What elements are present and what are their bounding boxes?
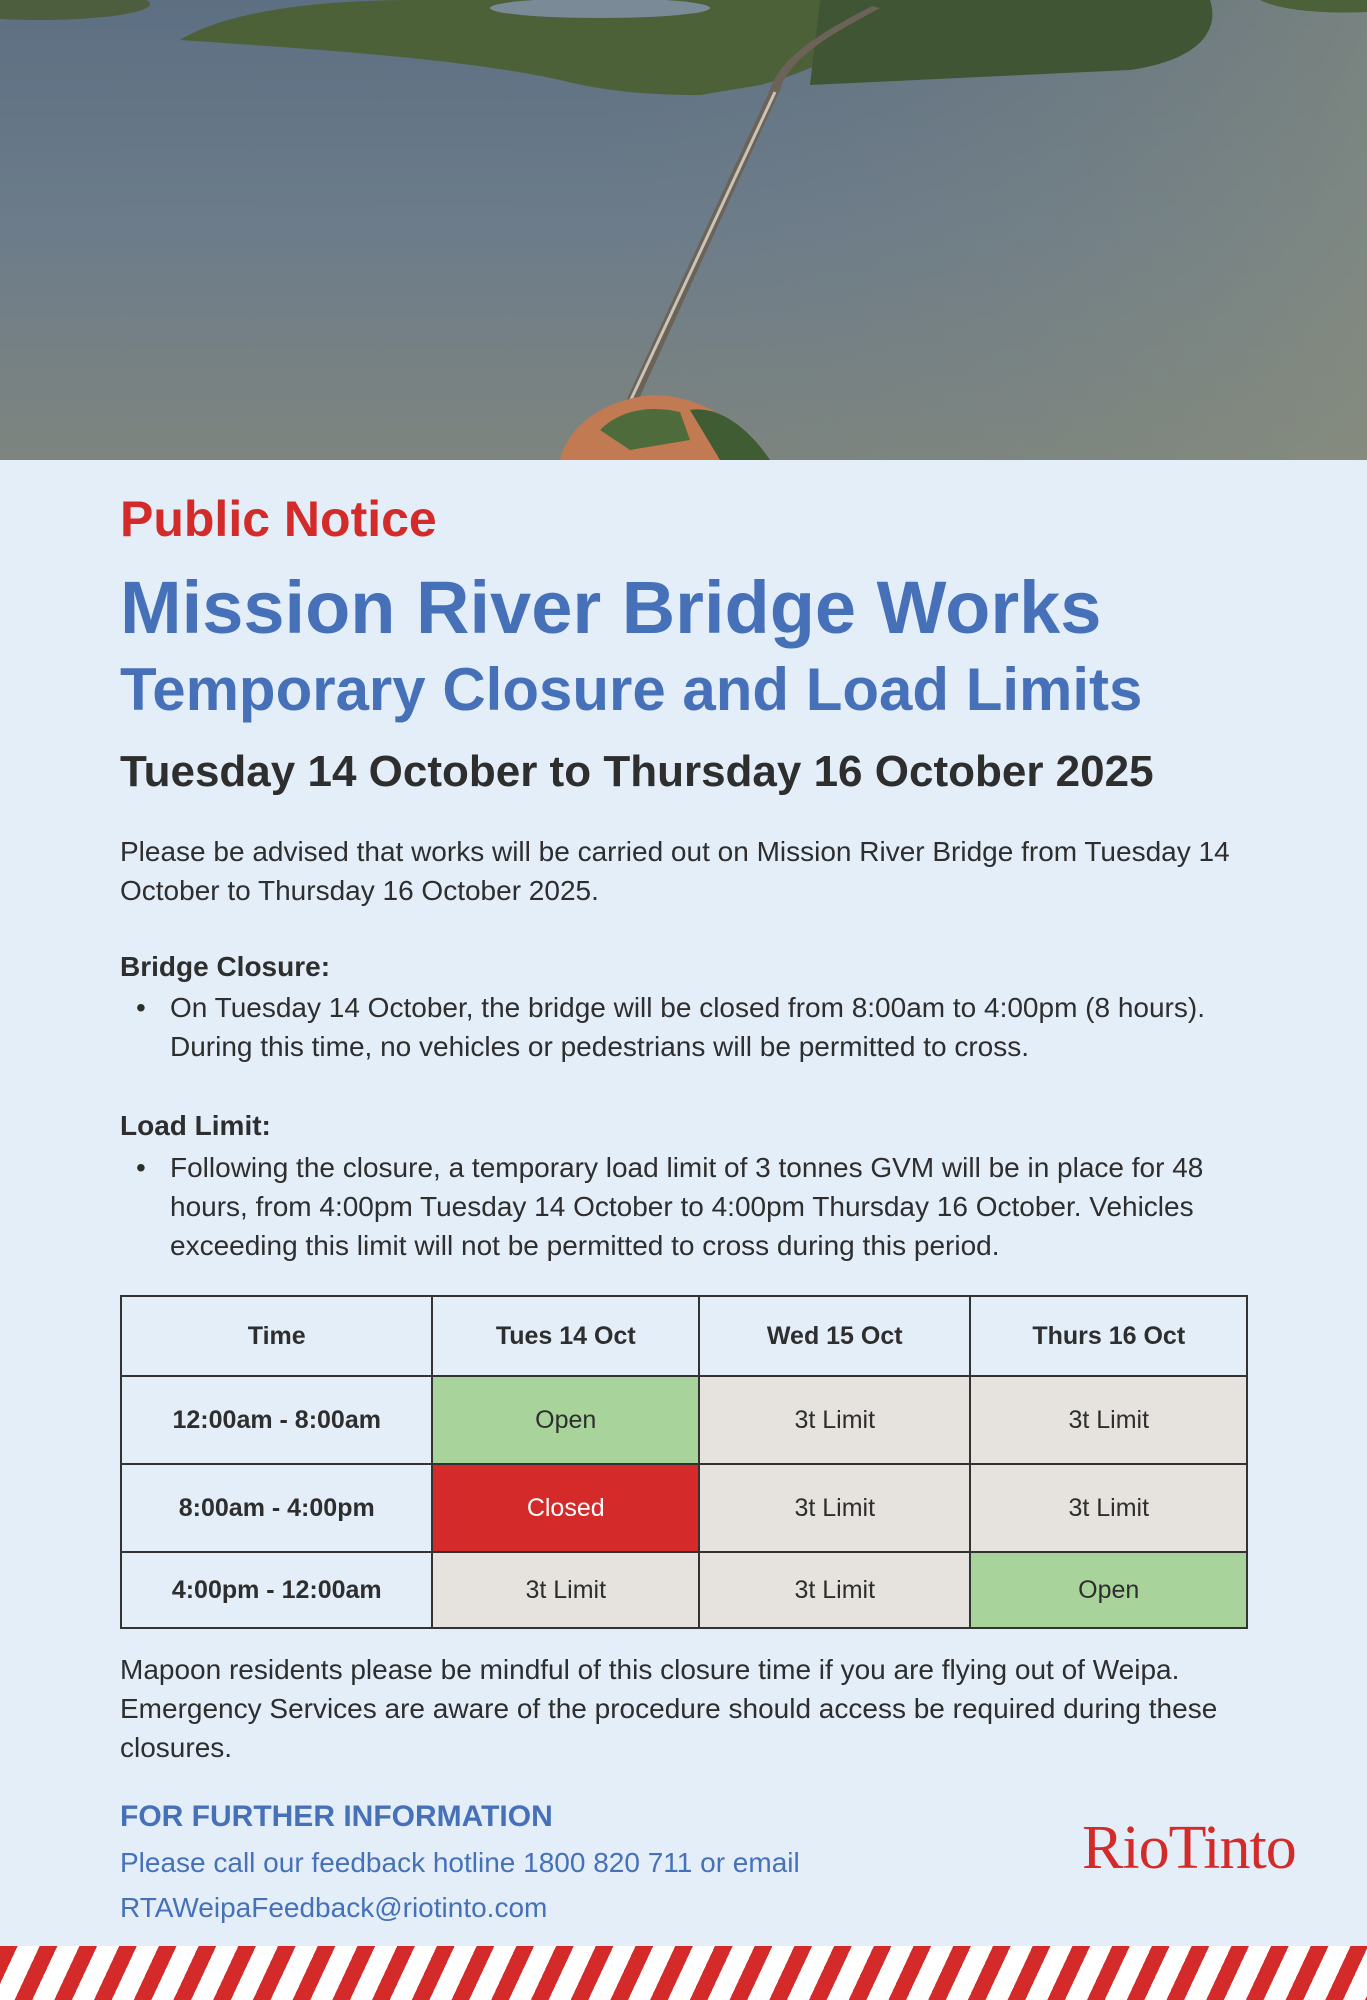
load-limit-heading: Load Limit: (120, 1110, 271, 1141)
status-cell: Open (432, 1376, 699, 1464)
bullet-icon: • (136, 992, 146, 1023)
header-tues: Tues 14 Oct (432, 1296, 699, 1376)
hero-aerial-bridge-photo (0, 0, 1367, 460)
further-info-heading: FOR FURTHER INFORMATION (120, 1800, 553, 1833)
feedback-email-link[interactable]: RTAWeipaFeedback@riotinto.com (120, 1892, 548, 1923)
bridge-closure-text: On Tuesday 14 October, the bridge will be closed from 8:00am to 4:00pm (8 hours). During this time, no vehicles or pedestrians will be permitted to cross. (170, 992, 1205, 1062)
public-notice-label: Public Notice (120, 491, 437, 547)
notice-subtitle: Temporary Closure and Load Limits (120, 656, 1143, 723)
intro-paragraph: Please be advised that works will be carried out on Mission River Bridge from Tuesday 14 October to Thursday 16 October 2025. (120, 836, 1230, 906)
hazard-stripe-border (0, 1946, 1367, 2000)
rio-tinto-logo: RioTinto (1082, 1814, 1296, 1882)
load-limit-text: Following the closure, a temporary load limit of 3 tonnes GVM will be in place for 48 hours, from 4:00pm Tuesday 14 October to 4:00pm Thursday 16 October. Vehicles exceeding this limit will not be permitted to cross during this period. (170, 1152, 1204, 1261)
notice-date-range: Tuesday 14 October to Thursday 16 October 2025 (120, 747, 1154, 796)
time-cell: 8:00am - 4:00pm (121, 1464, 432, 1552)
table-row (121, 1376, 1247, 1464)
header-wed: Wed 15 Oct (699, 1296, 970, 1376)
bullet-icon: • (136, 1152, 146, 1183)
load-limit-bullet (120, 1148, 1250, 1265)
header-thurs: Thurs 16 Oct (970, 1296, 1247, 1376)
schedule-header-row (121, 1296, 1247, 1376)
time-cell: 12:00am - 8:00am (121, 1376, 432, 1464)
table-row (121, 1464, 1247, 1552)
status-cell: 3t Limit (699, 1552, 970, 1628)
status-cell: 3t Limit (432, 1552, 699, 1628)
outro-paragraph: Mapoon residents please be mindful of this closure time if you are flying out of Weipa. Emergency Services are aware of the procedure should access be required during these closures. (120, 1654, 1218, 1763)
bridge-closure-bullet (120, 988, 1250, 1066)
status-cell: 3t Limit (970, 1376, 1247, 1464)
status-cell: Closed (432, 1464, 699, 1552)
status-cell: 3t Limit (699, 1464, 970, 1552)
status-cell: Open (970, 1552, 1247, 1628)
header-time: Time (121, 1296, 432, 1376)
status-cell: 3t Limit (699, 1376, 970, 1464)
status-cell: 3t Limit (970, 1464, 1247, 1552)
table-row (121, 1552, 1247, 1628)
schedule-table (120, 1295, 1248, 1629)
bridge-closure-heading: Bridge Closure: (120, 951, 331, 982)
feedback-hotline-text: Please call our feedback hotline 1800 820 711 or email (120, 1847, 800, 1878)
notice-title: Mission River Bridge Works (120, 566, 1102, 649)
time-cell: 4:00pm - 12:00am (121, 1552, 432, 1628)
